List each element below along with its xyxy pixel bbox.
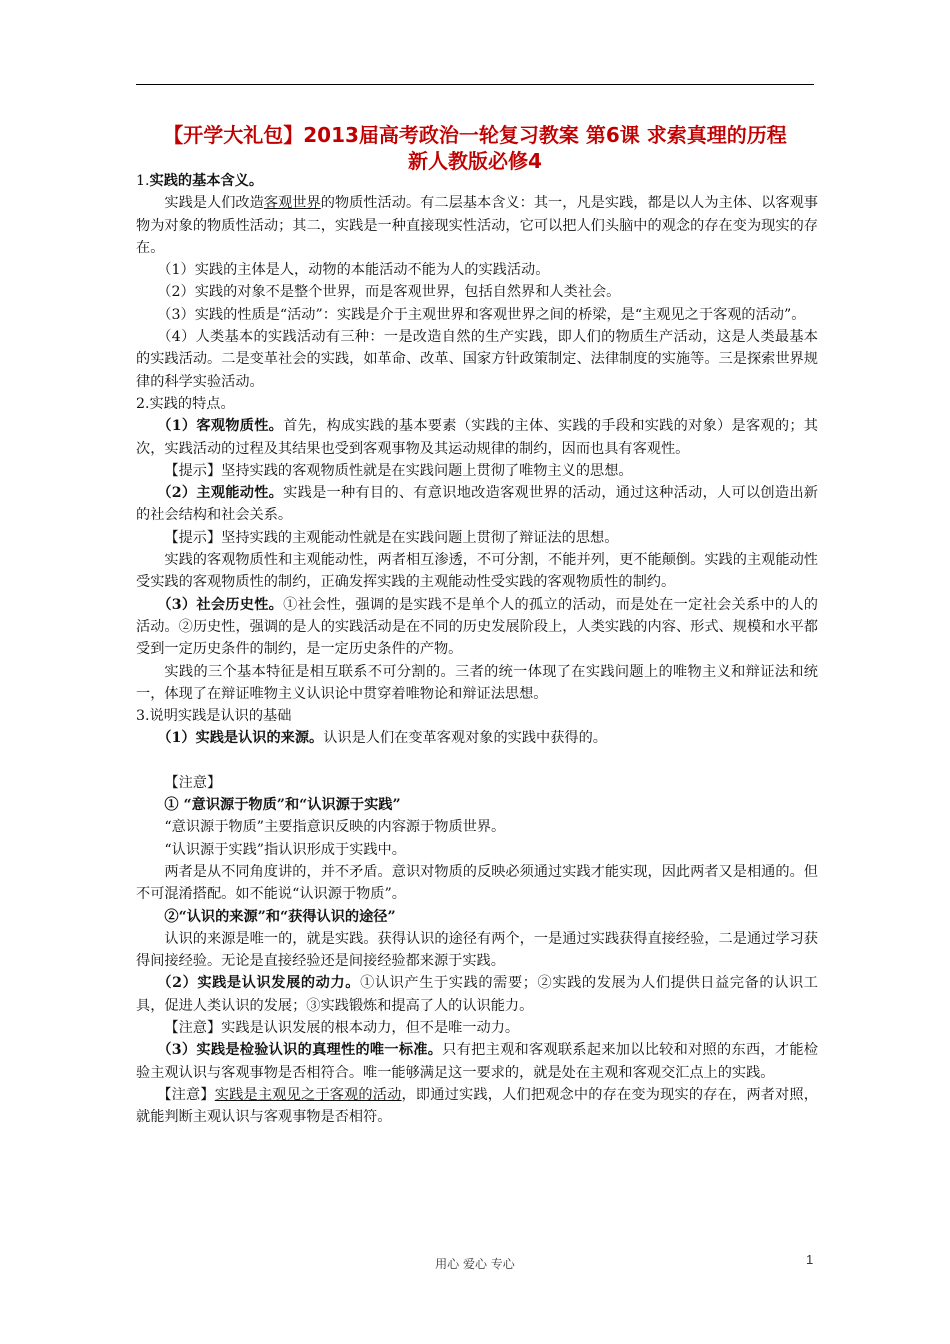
note-heading: ① “意识源于物质”和“认识源于实践” <box>164 797 401 814</box>
paragraph: （1）实践的主体是人，动物的本能活动不能为人的实践活动。 <box>157 262 550 279</box>
section-3-heading: 3.说明实践是认识的基础 <box>136 708 292 725</box>
paragraph: （1）实践是认识的来源。认识是人们在变革客观对象的实践中获得的。 <box>157 730 607 747</box>
page-footer: 用心 爱心 专心 <box>435 1257 515 1271</box>
paragraph: （1）客观物质性。首先，构成实践的基本要素（实践的主体、实践的手段和实践的对象）是客观的；其次，实践活动的过程及其结果也受到客观事物及其运动规律的制约，因而也具有客观性。 <box>136 418 818 457</box>
tip-paragraph: 【提示】坚持实践的客观物质性就是在实践问题上贯彻了唯物主义的思想。 <box>164 462 633 479</box>
document-body <box>136 170 818 1128</box>
paragraph: 两者是从不同角度讲的，并不矛盾。意识对物质的反映必须通过实践才能实现，因此两者又是相通的。但不可混淆搭配。如不能说“认识源于物质”。 <box>136 863 818 903</box>
paragraph: （4）人类基本的实践活动有三种：一是改造自然的生产实践，即人们的物质生产活动，这是人类最基本的实践活动。二是变革社会的实践，如革命、改革、国家方针政策制定、法律制度的实施等。三是探索世界规律的科学实验活动。 <box>136 329 818 390</box>
note-label: 【注意】 <box>164 774 222 791</box>
paragraph: 实践是人们改造客观世界的物质性活动。有二层基本含义：其一，凡是实践，都是以人为主体、以客观事物为对象的物质性活动；其二，实践是一种直接现实性活动，它可以把人们头脑中的观念的存在变为现实的存在。 <box>136 195 818 256</box>
note-paragraph: 【注意】实践是主观见之于客观的活动，即通过实践，人们把观念中的存在变为现实的存在，两者对照，就能判断主观认识与客观事物是否相符。 <box>136 1086 818 1126</box>
paragraph: （3）实践的性质是“活动”：实践是介于主观世界和客观世界之间的桥梁，是“主观见之于客观的活动”。 <box>157 306 806 323</box>
paragraph: （3）社会历史性。①社会性，强调的是实践不是单个人的孤立的活动，而是处在一定社会关系中的人的活动。②历史性，强调的是人的实践活动是在不同的历史发展阶段上，人类实践的内容、形式、规模和水平都受到一定历史条件的制约，是一定历史条件的产物。 <box>136 596 818 658</box>
paragraph: “意识源于物质”主要指意识反映的内容源于物质世界。 <box>164 819 506 836</box>
paragraph: 实践的客观物质性和主观能动性，两者相互渗透，不可分割，不能并列，更不能颠倒。实践的主观能动性受实践的客观物质性的制约，正确发挥实践的主观能动性受实践的客观物质性的制约。 <box>136 552 818 591</box>
page-number: 1 <box>806 1252 814 1267</box>
paragraph: （3）实践是检验认识的真理性的唯一标准。只有把主观和客观联系起来加以比较和对照的东西，才能检验主观认识与客观事物是否相符合。唯一能够满足这一要求的，就是处在主观和客观交汇点上的实践。 <box>136 1042 818 1081</box>
paragraph: （2）主观能动性。实践是一种有目的、有意识地改造客观世界的活动，通过这种活动，人可以创造出新的社会结构和社会关系。 <box>136 485 818 524</box>
paragraph: 实践的三个基本特征是相互联系不可分割的。三者的统一体现了在实践问题上的唯物主义和辩证法和统一，体现了在辩证唯物主义认识论中贯穿着唯物论和辩证法思想。 <box>136 663 818 702</box>
tip-paragraph: 【提示】坚持实践的主观能动性就是在实践问题上贯彻了辩证法的思想。 <box>164 529 619 546</box>
note-heading: ②“认识的来源”和“获得认识的途径” <box>164 908 396 925</box>
title-line-2: 新人教版必修4 <box>408 149 542 173</box>
paragraph: “认识源于实践”指认识形成于实践中。 <box>164 841 406 858</box>
document-title <box>120 122 830 174</box>
header-rule <box>136 84 814 85</box>
paragraph: （2）实践的对象不是整个世界，而是客观世界，包括自然界和人类社会。 <box>157 284 621 301</box>
paragraph: （2）实践是认识发展的动力。①认识产生于实践的需要；②实践的发展为人们提供日益完备的认识工具，促进人类认识的发展；③实践锻炼和提高了人的认识能力。 <box>136 975 818 1014</box>
title-line-1: 【开学大礼包】2013届高考政治一轮复习教案 第6课 求索真理的历程 <box>163 123 787 147</box>
section-2-heading: 2.实践的特点。 <box>136 395 235 412</box>
note-paragraph: 【注意】实践是认识发展的根本动力，但不是唯一动力。 <box>164 1019 520 1036</box>
paragraph: 认识的来源是唯一的，就是实践。获得认识的途径有两个，一是通过实践获得直接经验，二是通过学习获得间接经验。无论是直接经验还是间接经验都来源于实践。 <box>136 930 818 970</box>
section-1-heading: 1.实践的基本含义。 <box>136 173 264 189</box>
